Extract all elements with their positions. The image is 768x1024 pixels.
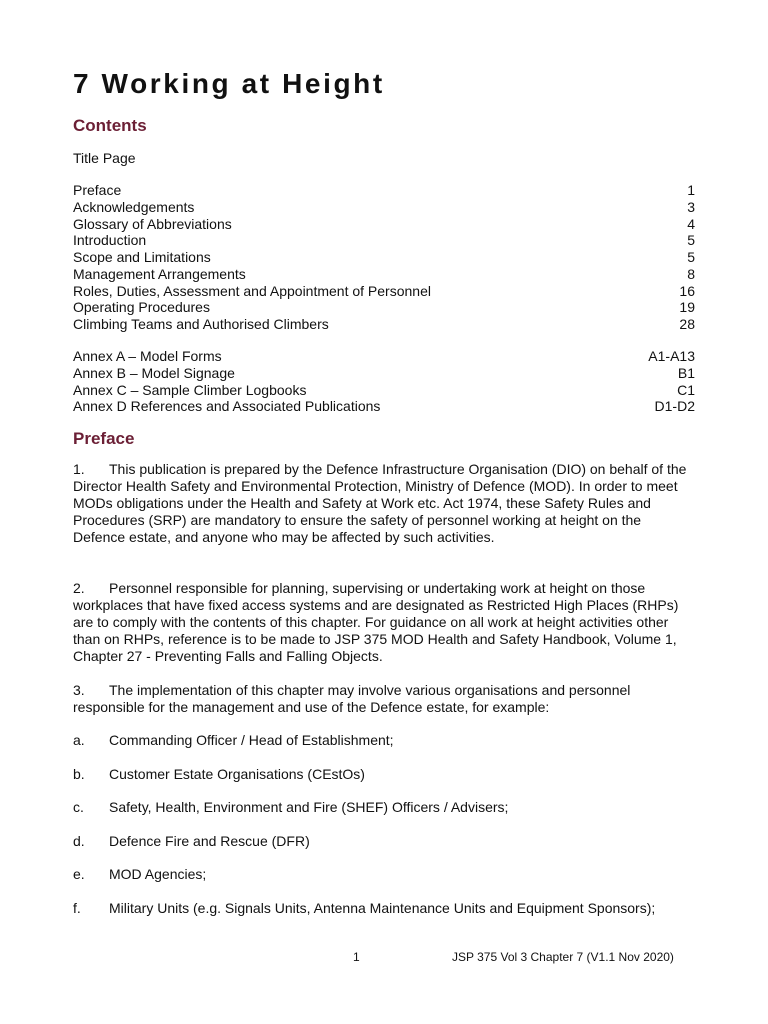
toc-row-annex-c <box>73 382 695 399</box>
item-text: Commanding Officer / Head of Establishment; <box>109 732 394 748</box>
list-item-b <box>73 766 695 783</box>
toc-page: 5 <box>687 249 695 265</box>
list-item-f <box>73 900 695 917</box>
item-letter: a. <box>73 732 85 748</box>
toc-page: 3 <box>687 198 695 215</box>
toc-row-operating-procedures <box>73 299 695 316</box>
footer-page-number: 1 <box>353 950 360 964</box>
toc-label: Introduction <box>73 232 147 249</box>
item-letter: c. <box>73 799 84 815</box>
toc-row-annex-b <box>73 365 695 382</box>
paragraph-number: 1. <box>73 461 85 477</box>
item-letter: b. <box>73 766 85 782</box>
preface-heading: Preface <box>73 429 135 448</box>
toc-label: Glossary of Abbreviations <box>73 215 232 232</box>
paragraph-number: 3. <box>73 682 85 698</box>
item-letter: e. <box>73 866 85 882</box>
list-item-a <box>73 732 695 749</box>
paragraph-text: The implementation of this chapter may involve various organisations and personnel responsible for the management and use of the Defence estate, for example: <box>73 682 631 715</box>
list-item-d <box>73 833 695 850</box>
toc-page: A1-A13 <box>648 348 695 364</box>
toc-label: Acknowledgements <box>73 198 195 215</box>
toc-page: 4 <box>687 215 695 232</box>
toc-page: D1-D2 <box>654 398 695 415</box>
toc-row-preface <box>73 182 695 199</box>
item-text: Safety, Health, Environment and Fire (SHEF) Officers / Advisers; <box>109 799 509 815</box>
toc-label: Operating Procedures <box>73 299 210 316</box>
toc-title-page: Title Page <box>73 150 136 166</box>
preface-paragraph-1 <box>73 461 695 546</box>
toc-page: 16 <box>679 282 695 299</box>
toc-page: 5 <box>687 232 695 249</box>
toc-label: Preface <box>73 182 122 198</box>
toc-page: B1 <box>677 364 695 381</box>
toc-row-introduction <box>73 232 695 249</box>
item-letter: d. <box>73 833 85 849</box>
toc-page: 8 <box>687 265 695 282</box>
toc-label: Scope and Limitations <box>73 249 211 265</box>
preface-paragraph-3 <box>73 682 695 716</box>
item-text: Military Units (e.g. Signals Units, Antenna Maintenance Units and Equipment Sponsors); <box>109 900 656 916</box>
toc-label: Management Arrangements <box>73 265 246 282</box>
toc-row-glossary <box>73 216 695 233</box>
paragraph-number: 2. <box>73 580 85 596</box>
contents-heading: Contents <box>73 116 147 135</box>
toc-row-scope <box>73 249 695 266</box>
footer-document-reference: JSP 375 Vol 3 Chapter 7 (V1.1 Nov 2020) <box>452 950 674 964</box>
item-text: Customer Estate Organisations (CEstOs) <box>109 766 365 782</box>
toc-row-annex-d <box>73 398 695 415</box>
toc-row-climbing-teams <box>73 316 695 333</box>
toc-row-management <box>73 266 695 283</box>
toc-row-acknowledgements <box>73 199 695 216</box>
preface-paragraph-2 <box>73 580 695 665</box>
item-text: Defence Fire and Rescue (DFR) <box>109 833 310 849</box>
item-text: MOD Agencies; <box>109 866 207 882</box>
toc-label: Roles, Duties, Assessment and Appointment of Personnel <box>73 282 431 299</box>
toc-label: Annex C – Sample Climber Logbooks <box>73 381 307 398</box>
chapter-title: 7 Working at Height <box>73 68 385 99</box>
toc-row-roles <box>73 283 695 300</box>
paragraph-text: This publication is prepared by the Defence Infrastructure Organisation (DIO) on behalf of the Director Health Safety and Environmental Protection, Ministry of Defence (MOD). In order to meet MODs obligations under the Health and Safety at Work etc. Act 1974, these Safety Rules and Procedures (SRP) are mandatory to ensure the safety of personnel working at height on the Defence estate, and anyone who may be affected by such activities. <box>73 461 687 545</box>
toc-label: Climbing Teams and Authorised Climbers <box>73 316 329 332</box>
toc-main-list <box>73 182 695 333</box>
item-letter: f. <box>73 900 81 916</box>
toc-row-annex-a <box>73 348 695 365</box>
paragraph-text: Personnel responsible for planning, supervising or undertaking work at height on those workplaces that have fixed access systems and are designated as Restricted High Places (RHPs) are to comply with the contents of this chapter. For guidance on all work at height activities other than on RHPs, reference is to be made to JSP 375 MOD Health and Safety Handbook, Volume 1, Chapter 27 - Preventing Falls and Falling Objects. <box>73 580 679 664</box>
toc-page: C1 <box>677 381 695 398</box>
toc-annex-list <box>73 348 695 415</box>
toc-page: 19 <box>679 299 695 316</box>
toc-label: Annex D References and Associated Publications <box>73 398 381 415</box>
toc-label: Annex A – Model Forms <box>73 348 222 364</box>
toc-page: 1 <box>687 182 695 198</box>
toc-page: 28 <box>679 316 695 332</box>
toc-label: Annex B – Model Signage <box>73 364 235 381</box>
list-item-e <box>73 866 695 883</box>
list-item-c <box>73 799 695 816</box>
